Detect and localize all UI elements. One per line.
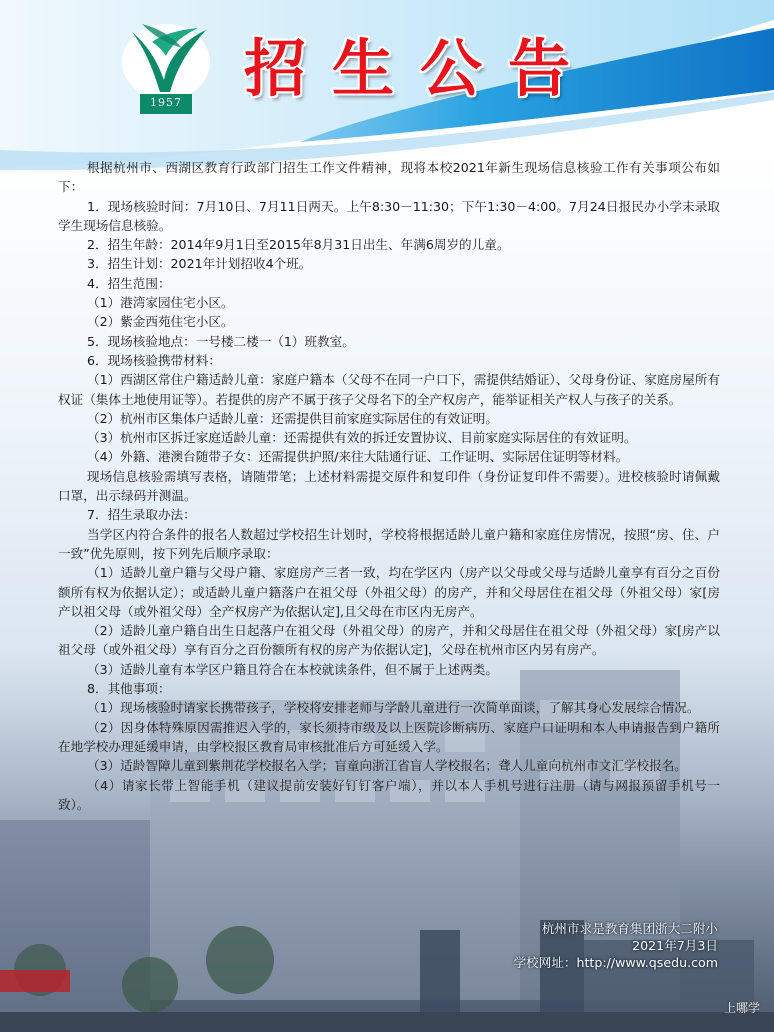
materials-note: 现场信息核验需填写表格，请随带笔；上述材料需提交原件和复印件（身份证复印件不需要）。进校核验时请佩戴口罩，出示绿码并测温。 xyxy=(58,468,720,504)
other-sub-2: （2）因身体特殊原因需推迟入学的，家长须持市级及以上医院诊断病历、家庭户口证明和本人申请报告到户籍所在地学校办理延缓申请，由学校报区教育局审核批准后方可延缓入学。 xyxy=(58,719,720,754)
item-3-plan: 3．招生计划：2021年计划招收4个班。 xyxy=(86,256,312,272)
item-1-time: 1．现场核验时间：7月10日、7月11日两天。上午8:30－11:30；下午1:30－4:00。7月24日报民办小学未录取学生现场信息核验。 xyxy=(58,198,720,233)
admission-sub-1: （1）适龄儿童户籍与父母户籍、家庭房产三者一致，均在学区内（房产以父母或父母与适龄儿童享有百分之百份额所有权为依据认定）；或适龄儿童户籍落户在祖父母（外祖父母）的房产，并和父母居住在祖父母（外祖父母）家[房产以祖父母（或外祖父母）全产权房产为依据认定],且父母在市区内无房产。 xyxy=(58,565,720,619)
notice-body xyxy=(58,158,720,814)
materials-sub-1: （1）西湖区常住户籍适龄儿童：家庭户籍本（父母不在同一户口下，需提供结婚证）、父母身份证、家庭房屋所有权证（集体土地使用证等）。若提供的房产不属于孩子父母名下的全产权房产，能举证相关产权人与孩子的关系。 xyxy=(58,372,720,407)
range-sub-1: （1）港湾家园住宅小区。 xyxy=(86,295,234,311)
other-sub-3: （3）适龄智障儿童到紫荆花学校报名入学；盲童向浙江省盲人学校报名；聋人儿童向杭州市文汇学校报名。 xyxy=(86,758,687,774)
school-website: 学校网址：http://www.qsedu.com xyxy=(513,955,718,970)
logo-year: 1957 xyxy=(150,96,182,109)
admission-sub-3: （3）适龄儿童有本学区户籍且符合在本校就读条件，但不属于上述两类。 xyxy=(86,661,498,677)
item-5-location: 5．现场核验地点：一号楼二楼一（1）班教室。 xyxy=(86,333,355,349)
other-sub-4: （4）请家长带上智能手机（建议提前安装好钉钉客户端），并以本人手机号进行注册（请与网报预留手机号一致）。 xyxy=(58,777,720,812)
school-name: 杭州市求是教育集团浙大二附小 xyxy=(541,921,718,936)
notice-footer xyxy=(514,920,718,971)
item-4-range: 4．招生范围： xyxy=(86,275,171,291)
materials-sub-2: （2）杭州市区集体户适龄儿童：还需提供目前家庭实际居住的有效证明。 xyxy=(86,410,498,426)
admission-intro: 当学区内符合条件的报名人数超过学校招生计划时，学校将根据适龄儿童户籍和家庭住房情况，按照“房、住、户一致”优先原则，按下列先后顺序录取： xyxy=(58,526,720,561)
other-sub-1: （1）现场核验时请家长携带孩子，学校将安排老师与学龄儿童进行一次简单面谈，了解其身心发展综合情况。 xyxy=(86,700,700,716)
item-2-age: 2．招生年龄：2014年9月1日至2015年8月31日出生、年满6周岁的儿童。 xyxy=(86,237,510,253)
item-8-other: 8．其他事项： xyxy=(86,681,171,697)
materials-sub-3: （3）杭州市区拆迁家庭适龄儿童：还需提供有效的拆迁安置协议、目前家庭实际居住的有效证明。 xyxy=(86,430,637,446)
item-7-admission: 7．招生录取办法： xyxy=(86,507,196,523)
range-sub-2: （2）紫金西苑住宅小区。 xyxy=(86,314,234,330)
page-title: 招生公告 xyxy=(244,32,597,105)
watermark: 上哪学 xyxy=(723,1001,760,1015)
item-6-materials: 6．现场核验携带材料： xyxy=(86,352,221,368)
admission-sub-2: （2）适龄儿童户籍自出生日起落户在祖父母（外祖父母）的房产，并和父母居住在祖父母（外祖父母）家[房产以祖父母（或外祖父母）享有百分之百份额所有权的房产为依据认定]，父母在杭州市区内另有房产。 xyxy=(58,623,720,658)
notice-date: 2021年7月3日 xyxy=(632,938,718,953)
intro-paragraph: 根据杭州市、西湖区教育行政部门招生工作文件精神，现将本校2021年新生现场信息核验工作有关事项公布如下： xyxy=(58,160,720,195)
materials-sub-4: （4）外籍、港澳台随带子女：还需提供护照/来往大陆通行证、工作证明、实际居住证明等材料。 xyxy=(86,449,629,465)
